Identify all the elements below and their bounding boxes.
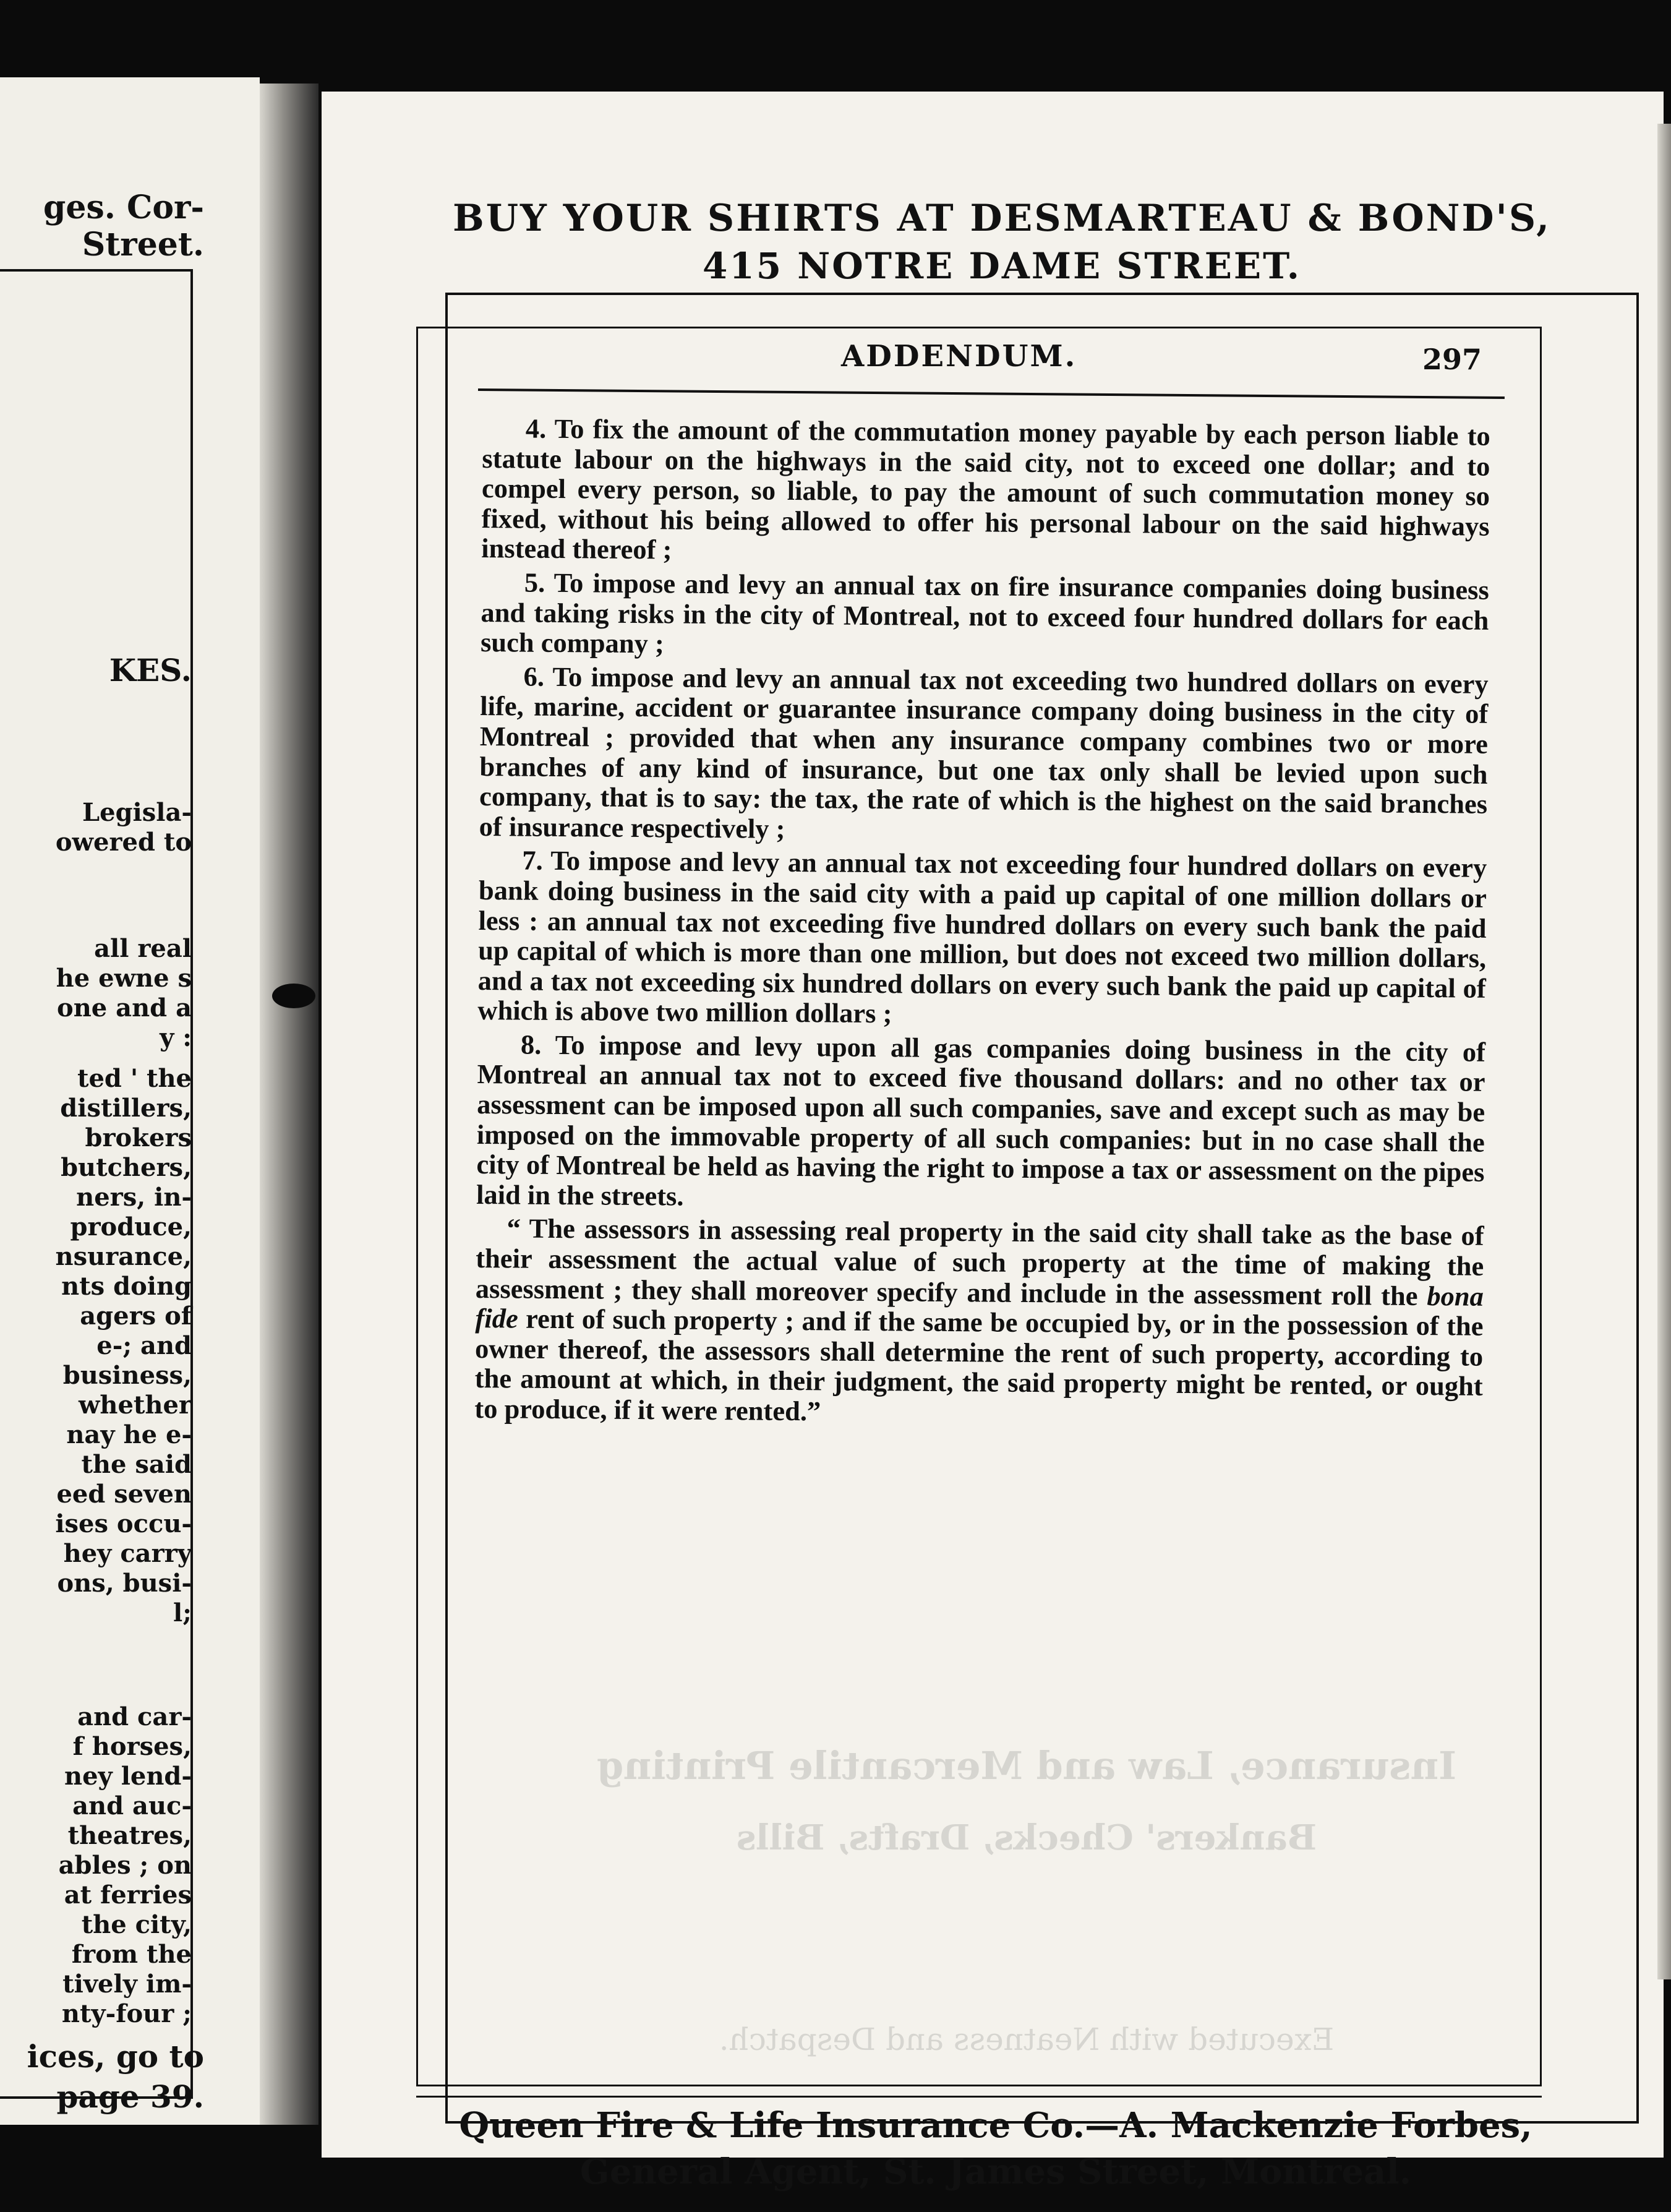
- left-fragment: Legisla-: [82, 798, 192, 827]
- left-fragment: and car-: [77, 1702, 192, 1731]
- left-fragment: ney lend-: [64, 1762, 192, 1791]
- left-footer-line-1: ices, go to: [27, 2038, 204, 2075]
- left-fragment: he ewne s: [56, 964, 192, 993]
- left-fragment: y :: [160, 1023, 192, 1052]
- paragraph-8: 8. To impose and levy upon all gas companies doing business in the city of Montreal an annual tax not to exceed five thousand dollars: and no other tax or assessment can be imposed upon all such companies, save and except such as may be imposed on the immovable property of all such companies: but in no case shall the city of Montreal be held as having the right to impose a tax or assessment on the pipes laid in the streets.: [476, 1029, 1486, 1212]
- page-right-edge: [1657, 124, 1671, 1979]
- left-fragment: butchers,: [61, 1153, 192, 1182]
- main-page: [322, 92, 1664, 2192]
- left-fragment: brokers: [85, 1123, 192, 1152]
- left-fragment: owered to: [55, 828, 192, 857]
- left-fragment: at ferries: [64, 1880, 192, 1910]
- left-fragment: ises occu-: [55, 1509, 192, 1538]
- paragraph-6: 6. To impose and levy an annual tax not exceeding two hundred dollars on every life, marine, accident or guarantee insurance company doing business in the city of Montreal ; provided that when any insurance company combines two or more branches of any kind of insurance, but one tax only shall be levied upon such company, that is to say: the tax, the rate of which is the highest on the said branches of insurance respectively ;: [479, 661, 1489, 844]
- left-fragment: produce,: [70, 1212, 192, 1241]
- addendum-body: [474, 413, 1490, 1435]
- left-fragment: from the: [71, 1940, 192, 1969]
- bottom-advertisement-line-2: General Agent, St. James Street, Montreal.: [579, 2151, 1412, 2192]
- left-fragment: the said: [81, 1450, 192, 1479]
- left-fragment: e-; and: [96, 1331, 192, 1360]
- binding-mark: [272, 984, 315, 1008]
- bottom-advertisement-line-1: Queen Fire & Life Insurance Co.—A. Mackenzie Forbes,: [459, 2105, 1532, 2146]
- left-fragment: nsurance,: [55, 1242, 192, 1271]
- quote-italic-term: bona fide: [475, 1280, 1484, 1334]
- left-fragment: one and a: [57, 993, 192, 1022]
- assessors-quote: [474, 1213, 1484, 1431]
- left-fragment: the city,: [81, 1910, 192, 1939]
- show-through-ghost-line: Insurance, Law and Mercantile Printing: [596, 1743, 1457, 1788]
- top-advertisement-line-1: BUY YOUR SHIRTS AT DESMARTEAU & BOND'S,: [453, 197, 1551, 240]
- left-fragment: ted ' the: [77, 1064, 192, 1093]
- left-fragment: hey carry: [63, 1539, 192, 1568]
- left-fragment: nts doing: [61, 1272, 192, 1301]
- quote-text-end: rent of such property ; and if the same be occupied by, or in the possession of the owner thereof, the assessors shall determine the rent of such property, according to the amount at which, in their judgment, the said property might be rented, or ought to produce, if it were rented.”: [474, 1303, 1484, 1427]
- left-fragment: agers of: [80, 1301, 192, 1331]
- left-section-fragment: KES.: [109, 652, 192, 688]
- show-through-ghost-line: Executed with Neatness and Despatch.: [719, 2021, 1335, 2057]
- left-fragment: eed seven: [56, 1480, 192, 1509]
- left-footer-line-2: page 39.: [56, 2078, 204, 2115]
- left-fragment: and auc-: [72, 1791, 192, 1820]
- left-fragment: theatres,: [67, 1821, 192, 1850]
- left-fragment: ners, in-: [76, 1183, 192, 1212]
- running-head: ADDENDUM.: [841, 339, 1077, 374]
- footer-rule: [416, 2096, 1542, 2098]
- left-header-line-2: Street.: [82, 226, 204, 264]
- show-through-ghost-line: Bankers' Checks, Drafts, Bills: [736, 1817, 1317, 1858]
- left-fragment: all real: [94, 934, 192, 963]
- left-fragment: f horses,: [72, 1732, 192, 1761]
- top-advertisement-line-2: 415 NOTRE DAME STREET.: [702, 245, 1301, 287]
- page-number: 297: [1422, 343, 1482, 376]
- left-fragment: ables ; on: [58, 1851, 192, 1880]
- left-facing-page: [0, 77, 260, 2125]
- left-fragment: tively im-: [62, 1970, 192, 1999]
- paragraph-7: 7. To impose and levy an annual tax not exceeding four hundred dollars on every bank doing business in the said city with a paid up capital of one million dollars or less : an annual tax not exceeding five hundred dollars on every such bank the paid up capital of which is more than one million, but does not exceed two million dollars, and a tax not exceeding six hundred dollars on every such bank the paid up capital of which is above two million dollars ;: [477, 844, 1487, 1029]
- left-fragment: business,: [62, 1361, 192, 1390]
- quote-text-start: “ The assessors in assessing real property in the said city shall take as the base of their assessment the actual value of such property at the time of making the assessment ; they shall moreover specify and include in the assessment roll the: [475, 1212, 1484, 1311]
- paragraph-5: 5. To impose and levy an annual tax on fire insurance companies doing business and taking risks in the city of Montreal, not to exceed four hundred dollars for each such company ;: [480, 567, 1490, 659]
- paragraph-4: 4. To fix the amount of the commutation money payable by each person liable to statute labour on the highways in the said city, not to exceed one dollar; and to compel every person, so liable, to pay the amount of such commutation money so fixed, without his being allowed to offer his personal labour on the said highways instead thereof ;: [481, 413, 1490, 565]
- book-gutter: [260, 84, 318, 2125]
- left-fragment: ons, busi-: [57, 1569, 192, 1598]
- left-fragment: nty-four ;: [61, 1999, 192, 2028]
- left-fragment: whether: [78, 1391, 192, 1420]
- left-fragment: distillers,: [60, 1094, 192, 1123]
- left-fragment: l;: [173, 1598, 192, 1627]
- left-fragment: nay he e-: [66, 1420, 192, 1449]
- left-header-line-1: ges. Cor-: [43, 189, 204, 226]
